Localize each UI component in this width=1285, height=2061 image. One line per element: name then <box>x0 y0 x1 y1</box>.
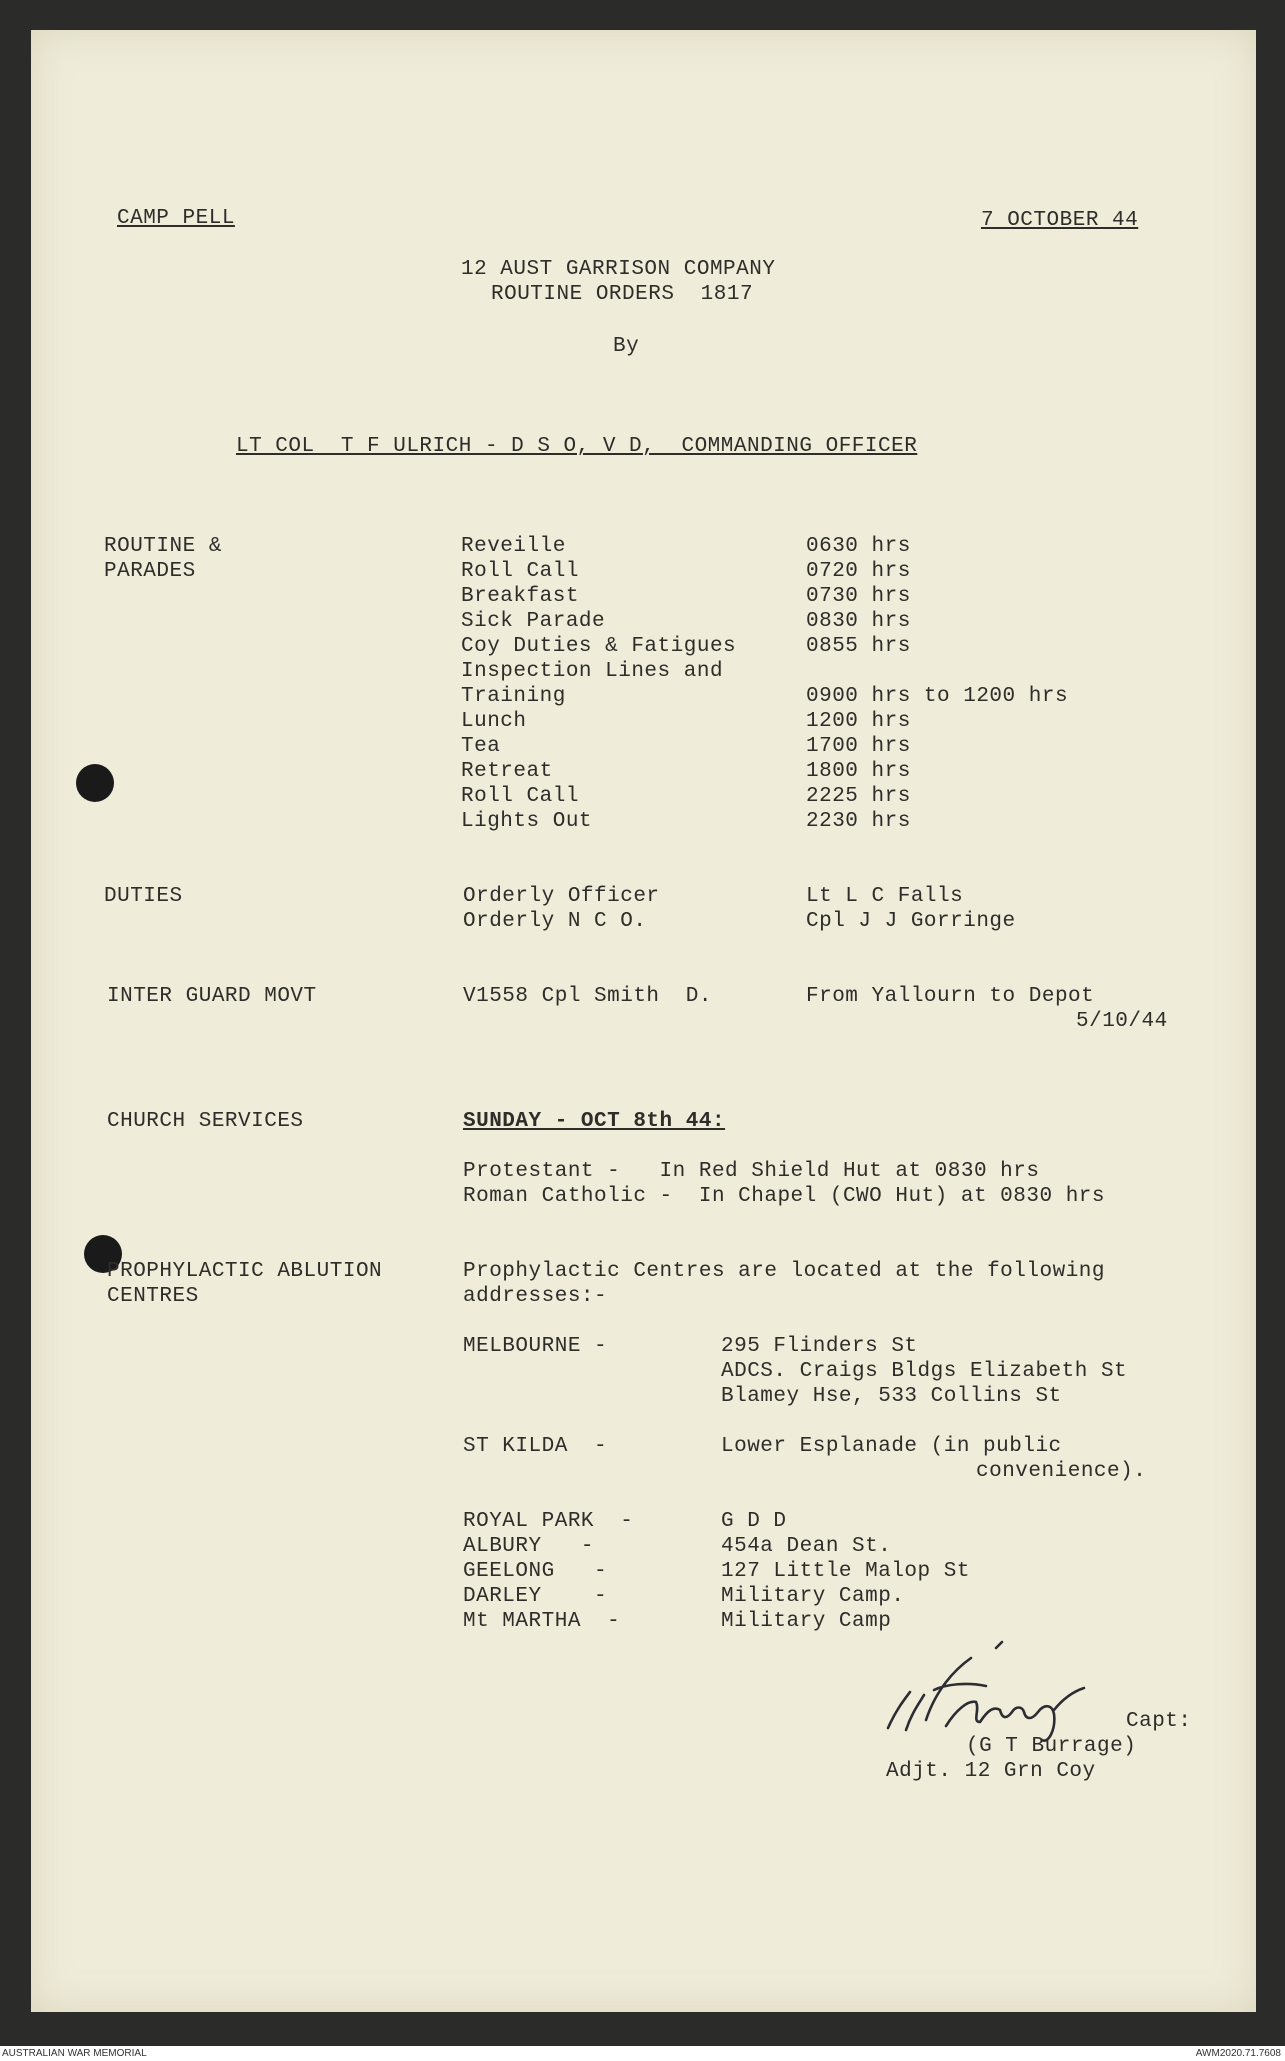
centre-address: convenience). <box>976 1460 1147 1483</box>
inter-guard-heading: INTER GUARD MOVT <box>107 985 317 1008</box>
centre-place: ST KILDA - <box>463 1435 608 1458</box>
centre-address: 454a Dean St. <box>721 1535 892 1558</box>
routine-item: Lunch <box>461 710 527 733</box>
centre-address: Blamey Hse, 533 Collins St <box>721 1385 1062 1408</box>
duty-person: Lt L C Falls <box>806 885 964 908</box>
routine-time: 2225 hrs <box>806 785 911 808</box>
duty-role: Orderly N C O. <box>463 910 647 933</box>
centre-address: Lower Esplanade (in public <box>721 1435 1062 1458</box>
routine-time: 0630 hrs <box>806 535 911 558</box>
routine-item: Lights Out <box>461 810 593 833</box>
church-heading: CHURCH SERVICES <box>107 1110 304 1133</box>
signatory-title: Adjt. 12 Grn Coy <box>886 1760 1096 1783</box>
routine-item: Roll Call <box>461 785 579 808</box>
centre-place: Mt MARTHA - <box>463 1610 621 1633</box>
prophylactic-heading: CENTRES <box>107 1285 199 1308</box>
signatory-name: (G T Burrage) <box>966 1735 1137 1758</box>
routine-time: 1700 hrs <box>806 735 911 758</box>
routine-item: Tea <box>461 735 501 758</box>
unit-title: 12 AUST GARRISON COMPANY <box>461 258 776 281</box>
routine-time: 0720 hrs <box>806 560 911 583</box>
location: CAMP PELL <box>117 207 235 230</box>
inter-guard-date: 5/10/44 <box>1076 1010 1168 1033</box>
routine-item: Breakfast <box>461 585 579 608</box>
archive-reference: AWM2020.71.7608 <box>1195 2048 1281 2059</box>
centre-address: 127 Little Malop St <box>721 1560 970 1583</box>
church-service: Protestant - In Red Shield Hut at 0830 hrs <box>463 1160 1040 1183</box>
duty-person: Cpl J J Gorringe <box>806 910 1016 933</box>
commander-line: LT COL T F ULRICH - D S O, V D, COMMANDING OFFICER <box>236 435 918 458</box>
routine-time: 1800 hrs <box>806 760 911 783</box>
centre-address: ADCS. Craigs Bldgs Elizabeth St <box>721 1360 1128 1383</box>
centre-place: ROYAL PARK - <box>463 1510 634 1533</box>
punch-hole <box>76 764 114 802</box>
signatory-rank: Capt: <box>1126 1710 1192 1733</box>
centre-place: MELBOURNE - <box>463 1335 608 1358</box>
duties-heading: DUTIES <box>104 885 183 908</box>
routine-heading: ROUTINE & <box>104 535 222 558</box>
centre-place: GEELONG - <box>463 1560 608 1583</box>
inter-guard-soldier: V1558 Cpl Smith D. <box>463 985 712 1008</box>
orders-title: ROUTINE ORDERS 1817 <box>491 283 754 306</box>
routine-item: Sick Parade <box>461 610 606 633</box>
routine-item: Roll Call <box>461 560 579 583</box>
document-page <box>31 30 1256 2012</box>
routine-time: 1200 hrs <box>806 710 911 733</box>
routine-item: Training <box>461 685 566 708</box>
routine-time: 0830 hrs <box>806 610 911 633</box>
centre-address: G D D <box>721 1510 787 1533</box>
archive-footer <box>0 2046 1285 2061</box>
routine-item: Inspection Lines and <box>461 660 724 683</box>
routine-time: 0730 hrs <box>806 585 911 608</box>
centre-place: DARLEY - <box>463 1585 608 1608</box>
order-date: 7 OCTOBER 44 <box>981 209 1139 232</box>
centre-address: Military Camp <box>721 1610 892 1633</box>
routine-time: 0855 hrs <box>806 635 911 658</box>
duty-role: Orderly Officer <box>463 885 660 908</box>
routine-item: Retreat <box>461 760 553 783</box>
prophylactic-intro: addresses:- <box>463 1285 608 1308</box>
inter-guard-movement: From Yallourn to Depot <box>806 985 1095 1008</box>
church-service: Roman Catholic - In Chapel (CWO Hut) at 0830 hrs <box>463 1185 1106 1208</box>
centre-address: 295 Flinders St <box>721 1335 918 1358</box>
routine-item: Coy Duties & Fatigues <box>461 635 737 658</box>
routine-item: Reveille <box>461 535 566 558</box>
centre-place: ALBURY - <box>463 1535 595 1558</box>
prophylactic-heading: PROPHYLACTIC ABLUTION <box>107 1260 383 1283</box>
routine-heading: PARADES <box>104 560 196 583</box>
archive-name: AUSTRALIAN WAR MEMORIAL <box>2 2048 147 2059</box>
routine-time: 2230 hrs <box>806 810 911 833</box>
church-date: SUNDAY - OCT 8th 44: <box>463 1110 726 1133</box>
by-label: By <box>613 335 640 358</box>
prophylactic-intro: Prophylactic Centres are located at the following <box>463 1260 1106 1283</box>
routine-time: 0900 hrs to 1200 hrs <box>806 685 1069 708</box>
centre-address: Military Camp. <box>721 1585 905 1608</box>
